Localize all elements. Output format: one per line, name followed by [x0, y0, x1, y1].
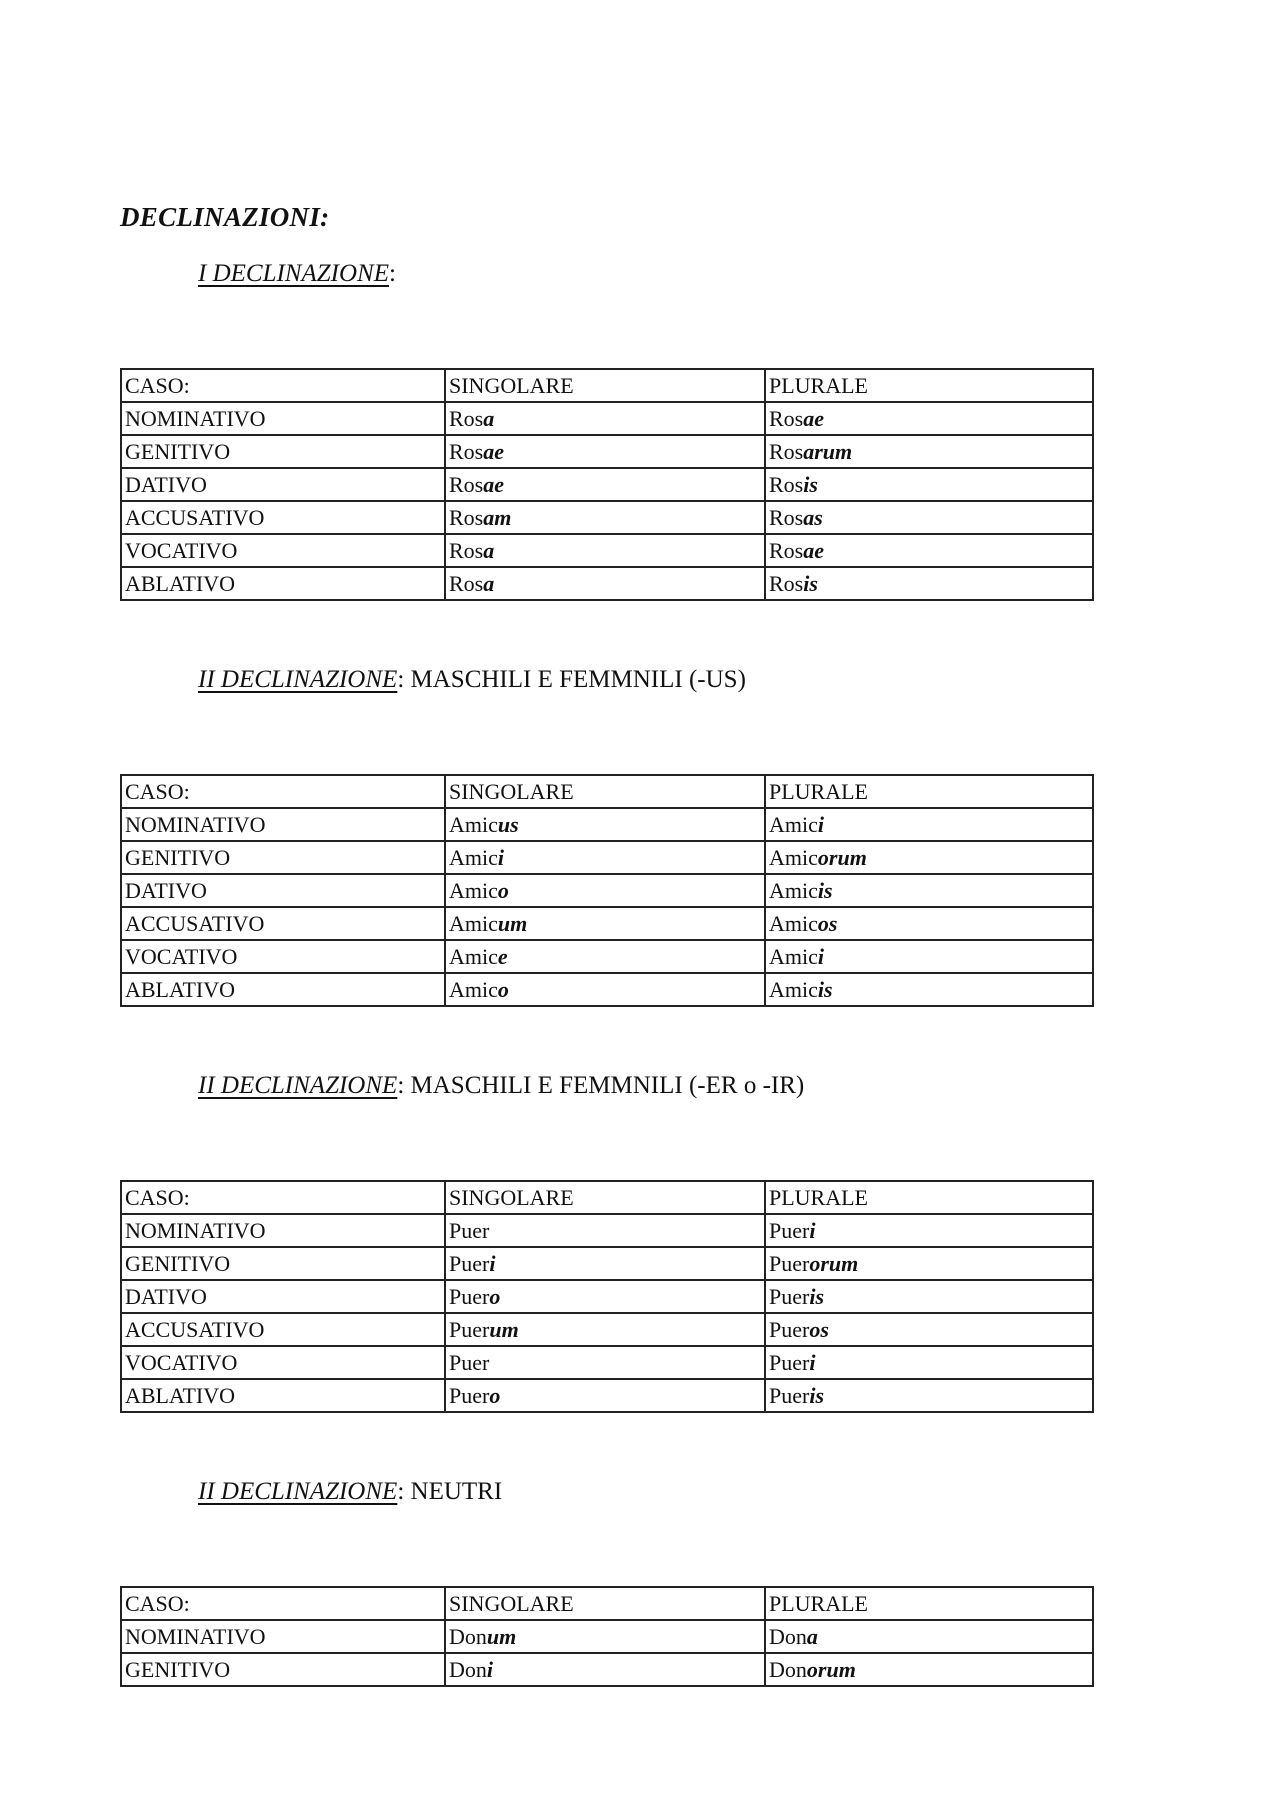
singular-form	[445, 1280, 765, 1313]
table-row	[121, 1247, 1093, 1280]
stem: Amic	[449, 845, 498, 870]
ending: o	[489, 1383, 501, 1408]
page-title: DECLINAZIONI:	[120, 202, 330, 232]
ending: is	[809, 1284, 825, 1309]
ending: orum	[817, 845, 867, 870]
ending: i	[809, 1350, 816, 1375]
plural-form	[765, 1379, 1093, 1412]
stem: Amic	[449, 812, 498, 837]
case-name: ACCUSATIVO	[121, 501, 445, 534]
stem: Don	[769, 1657, 807, 1682]
ending: a	[483, 538, 495, 563]
stem: Ros	[449, 472, 484, 497]
header-singular: SINGOLARE	[445, 1587, 765, 1620]
ending: i	[817, 944, 825, 969]
table-row	[121, 402, 1093, 435]
header-case: CASO:	[121, 775, 445, 808]
ending: arum	[803, 439, 853, 464]
ending: i	[486, 1657, 494, 1682]
stem: Puer	[769, 1317, 810, 1342]
stem: Amic	[449, 944, 498, 969]
table-row	[121, 1280, 1093, 1313]
ending: i	[497, 845, 505, 870]
table-row	[121, 808, 1093, 841]
ending: ae	[483, 472, 505, 497]
table-header-row	[121, 369, 1093, 402]
plural-form	[765, 1653, 1093, 1686]
case-name: GENITIVO	[121, 1247, 445, 1280]
plural-form	[765, 940, 1093, 973]
table-row	[121, 534, 1093, 567]
ending: is	[803, 571, 818, 596]
header-singular: SINGOLARE	[445, 775, 765, 808]
section-heading-4	[198, 1478, 502, 1506]
table-row	[121, 1313, 1093, 1346]
header-singular: SINGOLARE	[445, 1181, 765, 1214]
case-name: GENITIVO	[121, 841, 445, 874]
table-row	[121, 907, 1093, 940]
case-name: GENITIVO	[121, 435, 445, 468]
singular-form	[445, 567, 765, 600]
ending: os	[817, 911, 838, 936]
plural-form	[765, 567, 1093, 600]
ending: e	[497, 944, 508, 969]
stem: Puer	[769, 1383, 810, 1408]
header-case: CASO:	[121, 1181, 445, 1214]
section-heading-2	[198, 666, 746, 694]
singular-form	[445, 501, 765, 534]
singular-form	[445, 874, 765, 907]
singular-form	[445, 973, 765, 1006]
ending: a	[483, 406, 495, 431]
section-name: II DECLINAZIONE	[198, 1072, 398, 1099]
plural-form	[765, 1247, 1093, 1280]
table-row	[121, 567, 1093, 600]
declension-table-2	[120, 774, 1094, 1007]
ending: i	[489, 1251, 496, 1276]
stem: Amic	[769, 812, 818, 837]
stem: Ros	[769, 439, 804, 464]
plural-form	[765, 1313, 1093, 1346]
singular-form	[445, 1653, 765, 1686]
ending: orum	[809, 1251, 859, 1276]
stem: Ros	[449, 505, 484, 530]
stem: Ros	[449, 439, 484, 464]
singular-form	[445, 940, 765, 973]
stem: Puer	[449, 1383, 490, 1408]
declension-table-4	[120, 1586, 1094, 1687]
stem: Ros	[449, 571, 484, 596]
plural-form	[765, 808, 1093, 841]
plural-form	[765, 1214, 1093, 1247]
plural-form	[765, 841, 1093, 874]
ending: o	[497, 977, 509, 1002]
case-name: GENITIVO	[121, 1653, 445, 1686]
plural-form	[765, 402, 1093, 435]
table-row	[121, 1620, 1093, 1653]
singular-form	[445, 402, 765, 435]
case-name: ABLATIVO	[121, 567, 445, 600]
table-row	[121, 973, 1093, 1006]
singular-form	[445, 534, 765, 567]
case-name: VOCATIVO	[121, 1346, 445, 1379]
section-subtitle: : MASCHILI E FEMMNILI (-US)	[397, 666, 746, 693]
singular-form	[445, 1346, 765, 1379]
ending: orum	[806, 1657, 856, 1682]
stem: Amic	[769, 977, 818, 1002]
singular-form	[445, 1379, 765, 1412]
header-case: CASO:	[121, 369, 445, 402]
stem: Ros	[449, 406, 484, 431]
plural-form	[765, 907, 1093, 940]
stem: Puer	[769, 1251, 810, 1276]
declension-table-3	[120, 1180, 1094, 1413]
case-name: ACCUSATIVO	[121, 907, 445, 940]
stem: Amic	[769, 911, 818, 936]
ending: ae	[483, 439, 505, 464]
plural-form	[765, 1620, 1093, 1653]
declension-table-1	[120, 368, 1094, 601]
ending: ae	[803, 538, 825, 563]
case-name: NOMINATIVO	[121, 1620, 445, 1653]
table-row	[121, 841, 1093, 874]
ending: o	[497, 878, 509, 903]
stem: Puer	[769, 1350, 810, 1375]
singular-form	[445, 1247, 765, 1280]
singular-form	[445, 1214, 765, 1247]
case-name: ACCUSATIVO	[121, 1313, 445, 1346]
table-header-row	[121, 775, 1093, 808]
ending: o	[489, 1284, 501, 1309]
stem: Amic	[449, 878, 498, 903]
ending: is	[809, 1383, 825, 1408]
stem: Amic	[449, 911, 498, 936]
table-row	[121, 501, 1093, 534]
stem: Ros	[449, 538, 484, 563]
table-row	[121, 1346, 1093, 1379]
plural-form	[765, 468, 1093, 501]
stem: Ros	[769, 571, 804, 596]
section-subtitle: :	[388, 260, 396, 287]
table-header-row	[121, 1587, 1093, 1620]
case-name: VOCATIVO	[121, 940, 445, 973]
stem: Puer	[449, 1251, 490, 1276]
table-row	[121, 1214, 1093, 1247]
ending: is	[817, 878, 833, 903]
ending: um	[497, 911, 528, 936]
stem: Ros	[769, 505, 804, 530]
ending: us	[497, 812, 519, 837]
singular-form	[445, 907, 765, 940]
section-heading-3	[198, 1072, 804, 1100]
section-name: II DECLINAZIONE	[198, 666, 398, 693]
ending: a	[483, 571, 495, 596]
ending: is	[817, 977, 833, 1002]
stem: Amic	[769, 845, 818, 870]
singular-form	[445, 435, 765, 468]
section-subtitle: : NEUTRI	[397, 1478, 503, 1505]
case-name: NOMINATIVO	[121, 402, 445, 435]
ending: as	[803, 505, 823, 530]
stem: Ros	[769, 538, 804, 563]
table-row	[121, 874, 1093, 907]
plural-form	[765, 534, 1093, 567]
singular-form	[445, 468, 765, 501]
plural-form	[765, 435, 1093, 468]
case-name: NOMINATIVO	[121, 1214, 445, 1247]
section-name: I DECLINAZIONE	[198, 260, 389, 287]
case-name: ABLATIVO	[121, 973, 445, 1006]
ending: os	[809, 1317, 829, 1342]
case-name: DATIVO	[121, 1280, 445, 1313]
stem: Puer	[449, 1317, 490, 1342]
header-plural: PLURALE	[765, 775, 1093, 808]
stem: Amic	[769, 944, 818, 969]
header-singular: SINGOLARE	[445, 369, 765, 402]
case-name: NOMINATIVO	[121, 808, 445, 841]
stem: Amic	[769, 878, 818, 903]
plural-form	[765, 501, 1093, 534]
stem: Don	[769, 1624, 807, 1649]
stem: Puer	[449, 1284, 490, 1309]
case-name: ABLATIVO	[121, 1379, 445, 1412]
ending: is	[803, 472, 818, 497]
plural-form	[765, 1280, 1093, 1313]
singular-form	[445, 1620, 765, 1653]
plural-form	[765, 874, 1093, 907]
stem: Ros	[769, 472, 804, 497]
table-header-row	[121, 1181, 1093, 1214]
case-name: VOCATIVO	[121, 534, 445, 567]
table-row	[121, 1379, 1093, 1412]
ending: i	[809, 1218, 816, 1243]
ending: i	[817, 812, 825, 837]
case-name: DATIVO	[121, 468, 445, 501]
ending: ae	[803, 406, 825, 431]
stem: Ros	[769, 406, 804, 431]
stem: Puer	[449, 1218, 490, 1243]
ending: am	[483, 505, 512, 530]
table-row	[121, 1653, 1093, 1686]
ending: um	[486, 1624, 517, 1649]
header-plural: PLURALE	[765, 1181, 1093, 1214]
singular-form	[445, 1313, 765, 1346]
section-name: II DECLINAZIONE	[198, 1478, 398, 1505]
header-plural: PLURALE	[765, 1587, 1093, 1620]
header-case: CASO:	[121, 1587, 445, 1620]
section-subtitle: : MASCHILI E FEMMNILI (-ER o -IR)	[397, 1072, 805, 1099]
table-row	[121, 940, 1093, 973]
section-heading-1	[198, 260, 396, 288]
plural-form	[765, 1346, 1093, 1379]
header-plural: PLURALE	[765, 369, 1093, 402]
ending: a	[806, 1624, 818, 1649]
ending: um	[489, 1317, 519, 1342]
stem: Puer	[449, 1350, 490, 1375]
stem: Don	[449, 1624, 487, 1649]
singular-form	[445, 841, 765, 874]
table-row	[121, 468, 1093, 501]
singular-form	[445, 808, 765, 841]
stem: Puer	[769, 1218, 810, 1243]
stem: Don	[449, 1657, 487, 1682]
plural-form	[765, 973, 1093, 1006]
stem: Puer	[769, 1284, 810, 1309]
stem: Amic	[449, 977, 498, 1002]
case-name: DATIVO	[121, 874, 445, 907]
table-row	[121, 435, 1093, 468]
